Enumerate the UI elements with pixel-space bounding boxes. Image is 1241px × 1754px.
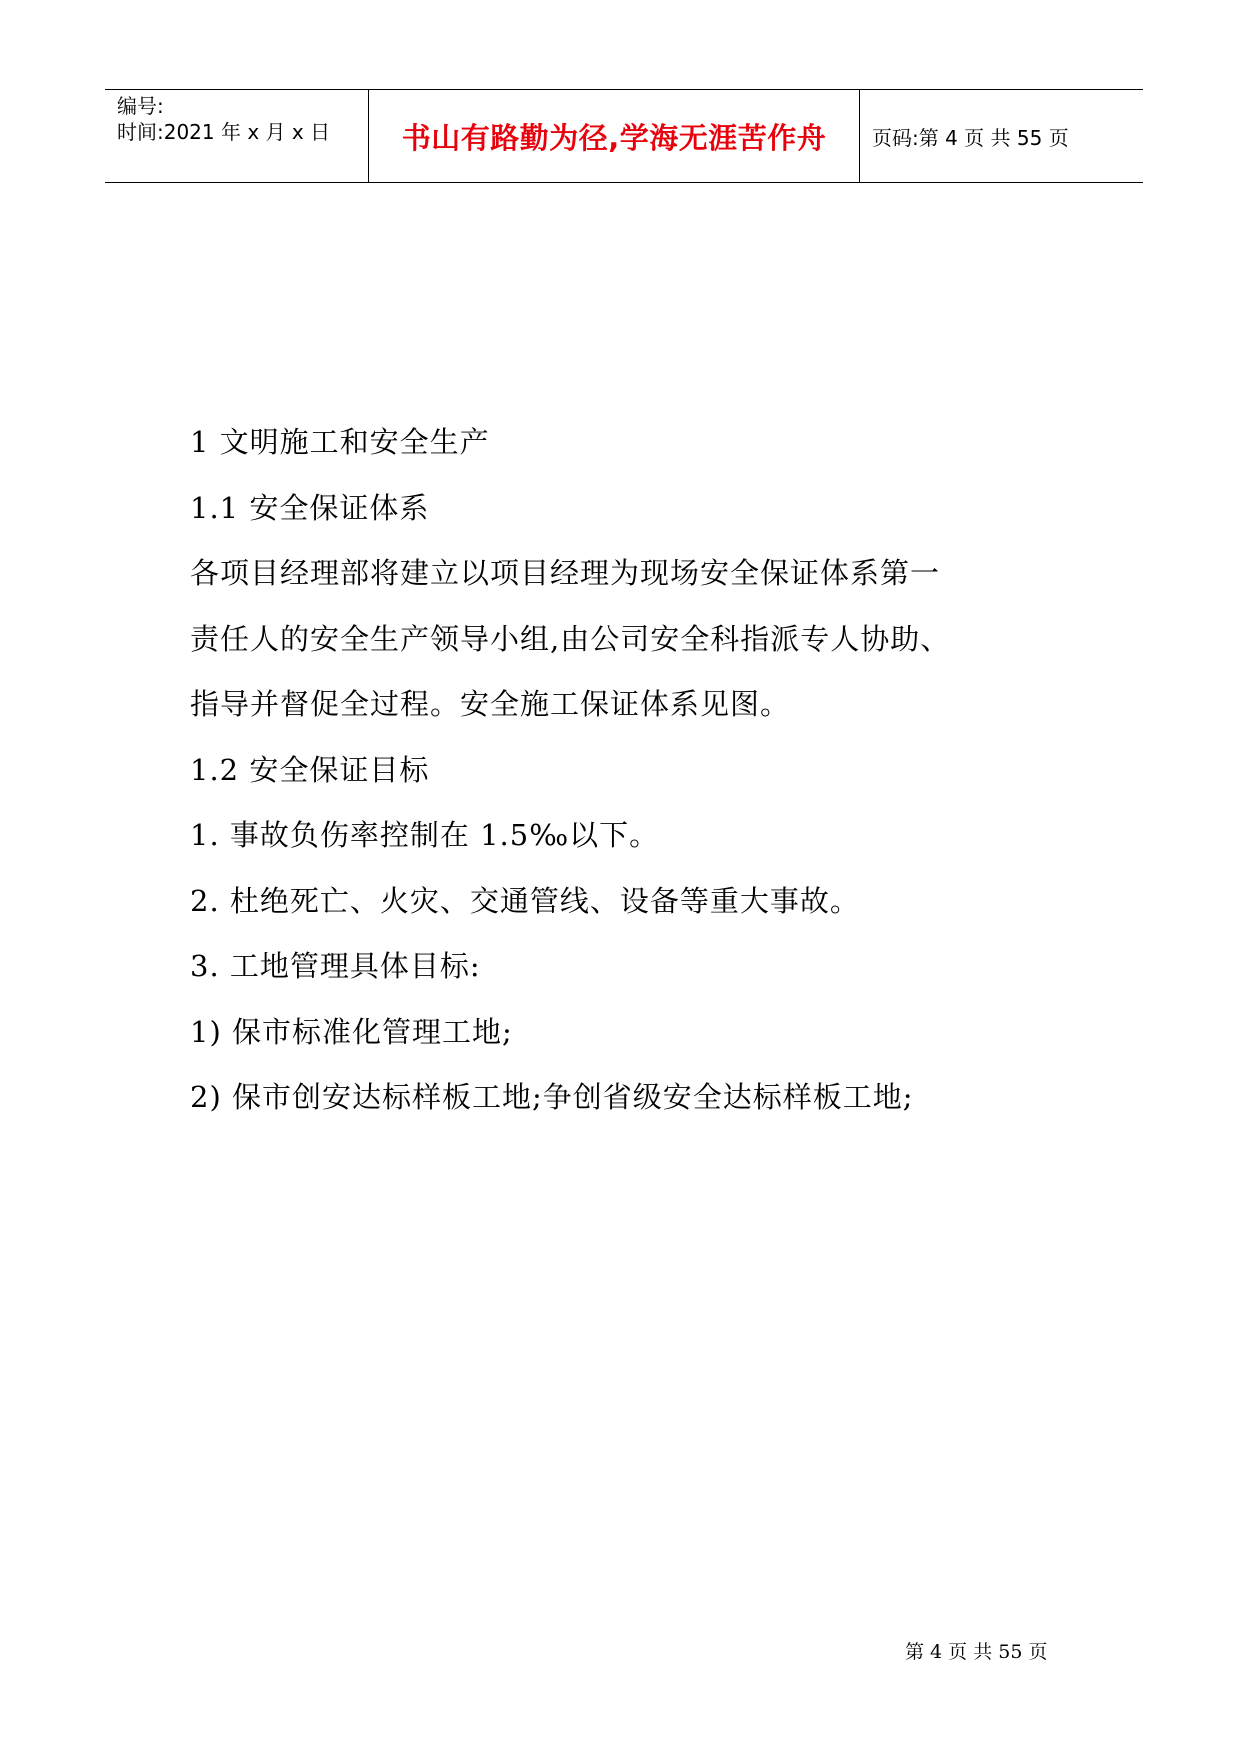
- paragraph-line: 责任人的安全生产领导小组,由公司安全科指派专人协助、: [190, 621, 951, 656]
- page-footer: 第 4 页 共 55 页: [905, 1641, 1048, 1663]
- motto-text: 书山有路勤为径,学海无涯苦作舟: [401, 120, 827, 155]
- list-item: 2. 杜绝死亡、火灾、交通管线、设备等重大事故。: [190, 883, 860, 918]
- subsection-heading: 1.2 安全保证目标: [190, 752, 430, 787]
- list-item: 1. 事故负伤率控制在 1.5‰以下。: [190, 818, 660, 852]
- sub-list-item: 1) 保市标准化管理工地;: [190, 1014, 513, 1049]
- section-heading: 1 文明施工和安全生产: [190, 425, 490, 459]
- date-label: 时间:2021 年 x 月 x 日: [117, 120, 331, 144]
- serial-number-label: 编号:: [117, 94, 164, 118]
- document-body: [190, 410, 1090, 1131]
- paragraph-line: 指导并督促全过程。安全施工保证体系见图。: [190, 687, 791, 721]
- paragraph-line: 各项目经理部将建立以项目经理为现场安全保证体系第一: [190, 556, 941, 590]
- header-page-info: 页码:第 4 页 共 55 页: [872, 125, 1069, 150]
- header-meta-cell: [105, 90, 369, 182]
- list-item: 3. 工地管理具体目标:: [190, 949, 481, 983]
- sub-list-item: 2) 保市创安达标样板工地;争创省级安全达标样板工地;: [190, 1080, 914, 1114]
- document-header: [105, 89, 1143, 183]
- header-motto-cell: [369, 90, 860, 182]
- header-page-cell: [860, 90, 1143, 182]
- subsection-heading: 1.1 安全保证体系: [190, 490, 430, 525]
